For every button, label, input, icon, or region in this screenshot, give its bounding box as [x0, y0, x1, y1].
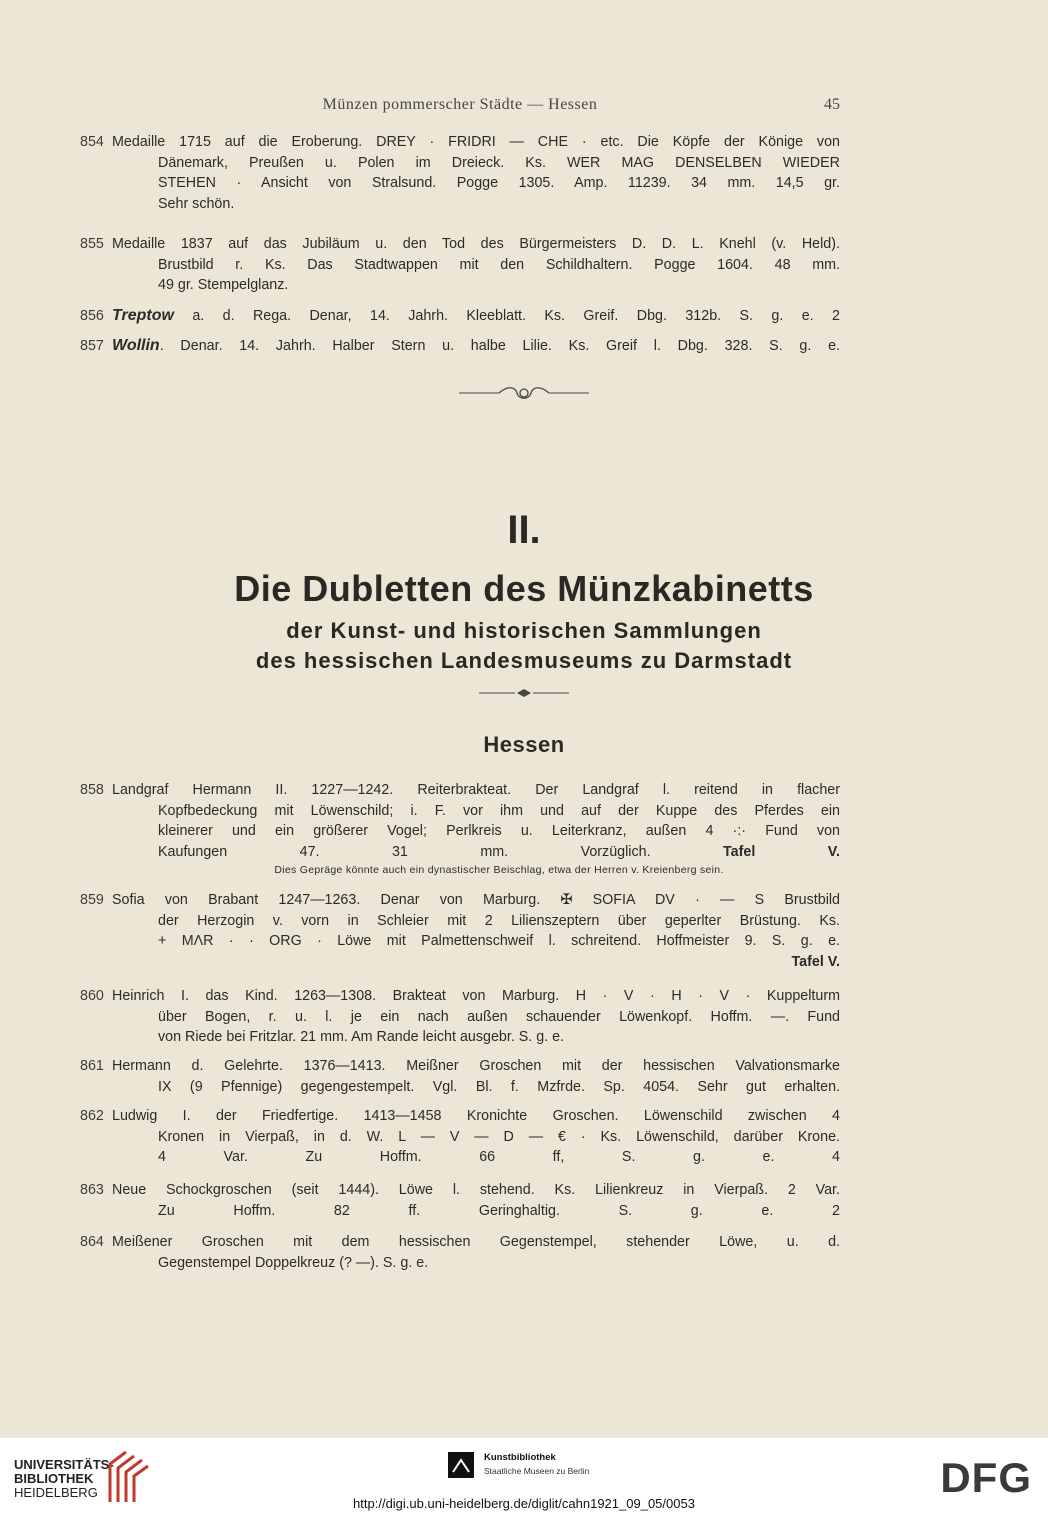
ornament-icon	[459, 384, 589, 402]
entry-text-line: Gegenstempel Doppelkreuz (? —). S. g. e.	[158, 1254, 429, 1271]
plate-reference: Tafel V.	[723, 843, 840, 860]
entry-text-line: Meißener Groschen mit dem hessischen Gegenstempel, stehender Löwe, u. d.	[112, 1234, 840, 1250]
entry-text-line: der Herzogin v. vorn in Schleier mit 2 Lilienszeptern über geperlter Brüstung. Ks.	[158, 912, 840, 929]
entry-text-line: Neue Schockgroschen (seit 1444). Löwe l. stehend. Ks. Lilienkreuz in Vierpaß. 2 Var.	[112, 1182, 840, 1198]
entry-number: 860	[80, 988, 104, 1004]
ub-line-2: BIBLIOTHEK	[14, 1471, 94, 1486]
small-ornament-divider	[0, 684, 1048, 703]
entry-text-line: über Bogen, r. u. l. je ein nach außen schauender Löwenkopf. Hoffm. —. Fund	[158, 1008, 840, 1025]
ub-line-3: HEIDELBERG	[14, 1485, 98, 1500]
ornament-divider	[0, 384, 1048, 406]
entry-text-line: Sehr schön.	[158, 195, 235, 212]
catalog-entry-863	[80, 1180, 840, 1221]
plate-reference: Tafel V.	[791, 953, 840, 970]
catalog-entry-855	[80, 234, 840, 296]
entry-price: 2	[832, 1202, 840, 1219]
entry-number: 855	[80, 236, 104, 252]
kunstbibliothek-mark-icon	[448, 1452, 474, 1478]
entry-text-line: Sofia von Brabant 1247—1263. Denar von Marburg. ✠ SOFIA DV · — S Brustbild	[112, 892, 840, 908]
catalog-entry-857	[80, 336, 840, 357]
entry-text-line: kleinerer und ein größerer Vogel; Perlkreis u. Leiterkranz, außen 4 ·:· Fund von	[158, 823, 840, 839]
catalog-entry-864	[80, 1232, 840, 1273]
header-title: Münzen pommerscher Städte — Hessen	[322, 96, 598, 113]
subsection-heading: Hessen	[483, 732, 565, 757]
catalog-entry-854	[80, 132, 840, 214]
entry-text-line: Hermann d. Gelehrte. 1376—1413. Meißner Groschen mit der hessischen Valvationsmarke	[112, 1058, 840, 1074]
entry-number: 864	[80, 1234, 104, 1250]
entry-text-line: . Denar. 14. Jahrh. Halber Stern u. halbe Lilie. Ks. Greif l. Dbg. 328. S. g. e.	[159, 338, 840, 354]
catalog-entry-860	[80, 986, 840, 1048]
entry-number: 856	[80, 308, 104, 324]
catalog-entry-859	[80, 890, 840, 972]
entry-place-name: Wollin	[112, 337, 160, 354]
entry-number: 863	[80, 1182, 104, 1198]
entry-text-line: + MΛR · · ORG · Löwe mit Palmettenschweif l. schreitend. Hoffmeister 9. S. g. e.	[158, 933, 840, 949]
section-title: Die Dubletten des Münzkabinetts	[234, 568, 814, 609]
entry-text-line: Ludwig I. der Friedfertige. 1413—1458 Kronichte Groschen. Löwenschild zwischen 4	[112, 1108, 840, 1124]
running-header	[80, 96, 840, 118]
entry-text-line: Heinrich I. das Kind. 1263—1308. Brakteat von Marburg. H · V · H · V · Kuppelturm	[112, 988, 840, 1004]
entry-text-line: Medaille 1715 auf die Eroberung. DREY · FRIDRI — CHE · etc. Die Köpfe der Könige von	[112, 134, 840, 150]
entry-number: 862	[80, 1108, 104, 1124]
ornament-icon	[479, 687, 569, 699]
ub-line-1: UNIVERSITÄTS-	[14, 1457, 114, 1472]
entry-text-line: IX (9 Pfennige) gegengestempelt. Vgl. Bl. f. Mzfrde. Sp. 4054. Sehr gut erhalten.	[158, 1078, 840, 1095]
section-subtitle-2: des hessischen Landesmuseums zu Darmstadt	[255, 648, 793, 673]
dfg-logo[interactable]: DFG	[940, 1454, 1032, 1501]
entry-price: 4	[832, 1149, 840, 1165]
section-roman-numeral: II.	[507, 508, 541, 552]
permalink-url[interactable]: http://digi.ub.uni-heidelberg.de/diglit/cahn1921_09_05/0053	[353, 1496, 695, 1511]
entry-place-name: Treptow	[112, 307, 174, 324]
kb-line-2: Staatliche Museen zu Berlin	[484, 1466, 590, 1476]
entry-text-line: 4 Var. Zu Hoffm. 66 ff, S. g. e.	[158, 1149, 775, 1165]
ub-heidelberg-logo[interactable]	[14, 1458, 114, 1500]
entry-text-line: Kopfbedeckung mit Löwenschild; i. F. vor ihm und auf der Kuppe des Pferdes ein	[158, 802, 840, 819]
entry-text-line: Medaille 1837 auf das Jubiläum u. den Tod des Bürgermeisters D. D. L. Knehl (v. Held).	[112, 236, 840, 252]
section-subtitle-1: der Kunst- und historischen Sammlungen	[286, 618, 762, 643]
entry-text-line: Dänemark, Preußen u. Polen im Dreieck. Ks. WER MAG DENSELBEN WIEDER	[158, 154, 840, 171]
entry-number: 861	[80, 1058, 104, 1074]
entry-text-line: STEHEN · Ansicht von Stralsund. Pogge 1305. Amp. 11239. 34 mm. 14,5 gr.	[158, 175, 840, 191]
entry-text-line: Zu Hoffm. 82 ff. Geringhaltig. S. g. e.	[158, 1202, 774, 1219]
kb-line-1: Kunstbibliothek	[484, 1452, 556, 1463]
entry-text-line: von Riede bei Fritzlar. 21 mm. Am Rande leicht ausgebr. S. g. e.	[158, 1029, 565, 1045]
entry-footnote: Dies Gepräge könnte auch ein dynastischer Beischlag, etwa der Herren v. Kreienberg sein.	[274, 864, 724, 876]
catalog-entry-861	[80, 1056, 840, 1097]
entry-number: 859	[80, 892, 104, 908]
footer-bar	[0, 1438, 1048, 1516]
catalog-entry-858	[80, 780, 840, 878]
catalog-entry-856	[80, 306, 840, 327]
entry-number: 854	[80, 134, 104, 150]
entry-number: 857	[80, 338, 104, 354]
page-number: 45	[824, 96, 840, 113]
entry-text-line: Landgraf Hermann II. 1227—1242. Reiterbrakteat. Der Landgraf l. reitend in flacher	[112, 782, 840, 798]
entry-text-line: Brustbild r. Ks. Das Stadtwappen mit den Schildhaltern. Pogge 1604. 48 mm.	[158, 256, 840, 273]
entry-price: 2	[832, 308, 840, 324]
catalog-entry-862	[80, 1106, 840, 1168]
entry-text-line: Kaufungen 47. 31 mm. Vorzüglich.	[158, 843, 651, 860]
entry-text-line: Kronen in Vierpaß, in d. W. L — V — D — € · Ks. Löwenschild, darüber Krone.	[158, 1128, 840, 1145]
entry-number: 858	[80, 782, 104, 798]
entry-text-line: 49 gr. Stempelglanz.	[158, 277, 289, 293]
entry-text-line: a. d. Rega. Denar, 14. Jahrh. Kleeblatt. Ks. Greif. Dbg. 312b. S. g. e.	[192, 308, 814, 324]
